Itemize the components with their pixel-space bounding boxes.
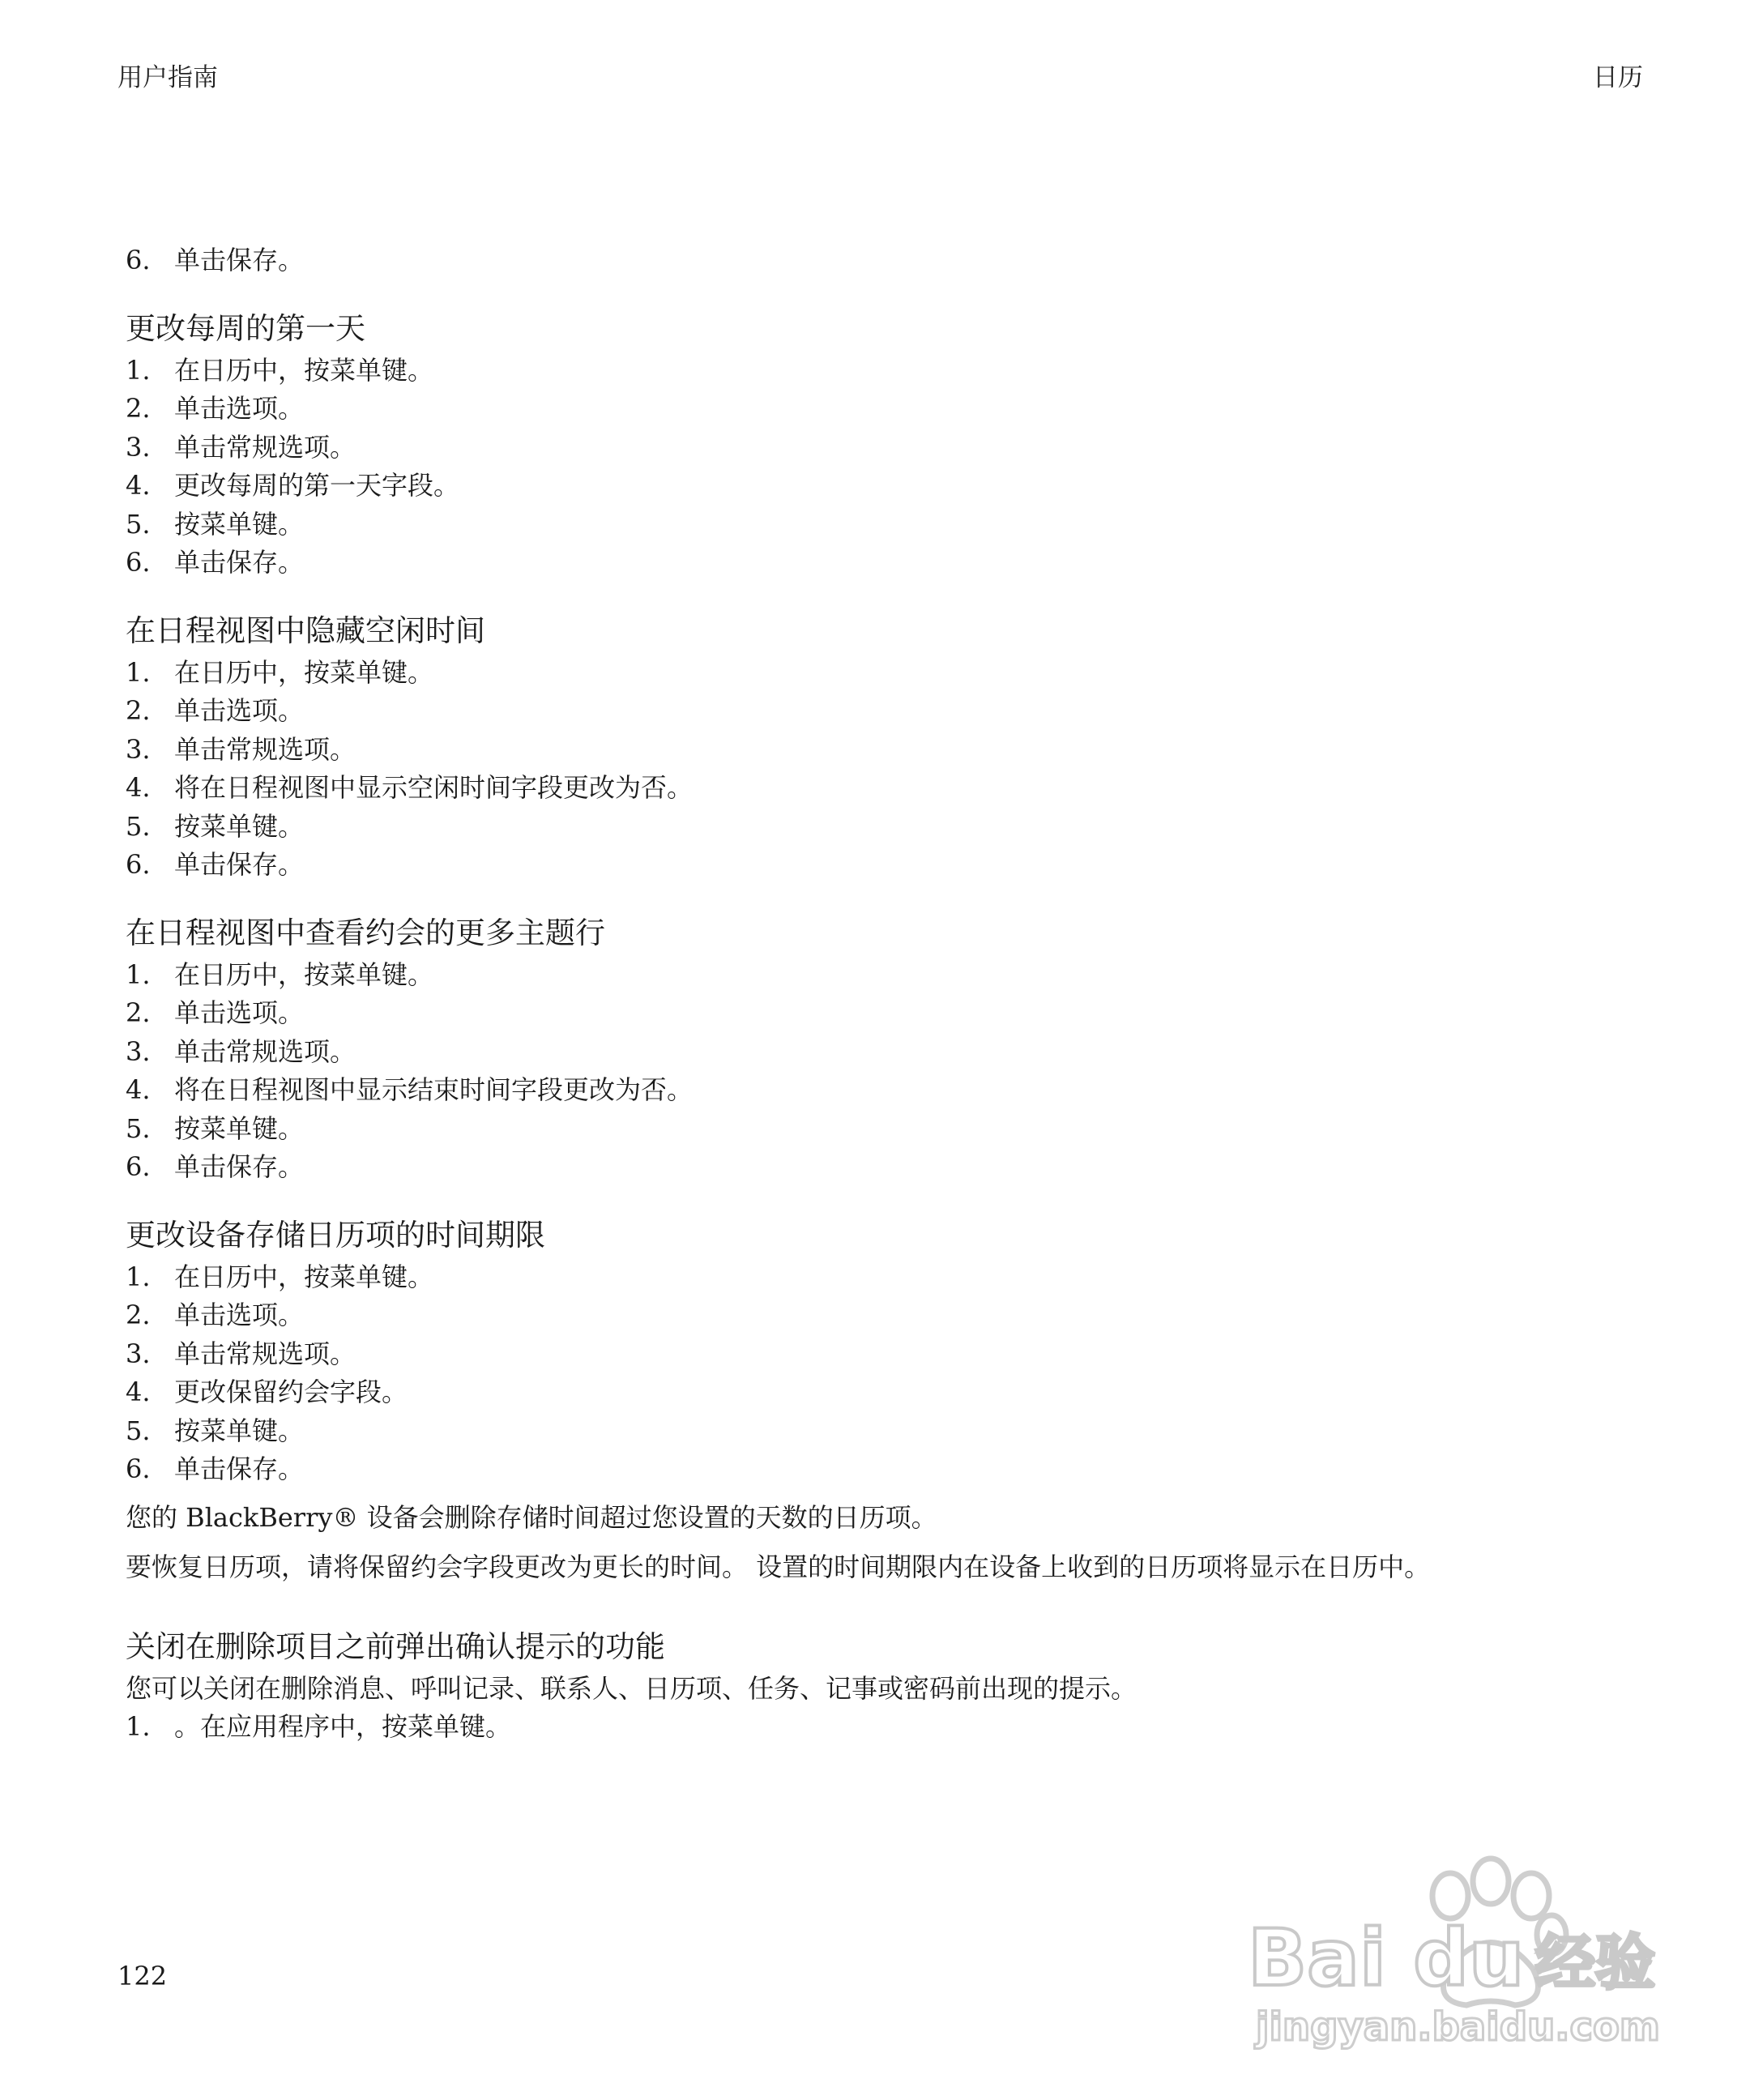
step-text: 将在日程视图中显示空闲时间字段更改为否。: [174, 772, 694, 803]
page-number: 122: [117, 1961, 168, 1991]
step-text: 。在应用程序中，按菜单键。: [174, 1711, 512, 1742]
step-text: 单击选项。: [174, 1300, 305, 1330]
step-text: 单击选项。: [174, 695, 305, 726]
step-text: 在日历中，按菜单键。: [174, 354, 434, 386]
step-number: 1.: [126, 958, 151, 990]
list-item: [126, 654, 1665, 693]
list-item: [126, 390, 1665, 429]
step-number: 2.: [126, 695, 151, 726]
step-number: 2.: [126, 1300, 151, 1330]
step-text: 单击选项。: [174, 393, 305, 424]
list-item: [126, 808, 1665, 847]
step-number: 1.: [126, 1711, 151, 1742]
step-text: 在日历中，按菜单键。: [174, 656, 434, 688]
list-item: [126, 956, 1665, 995]
list-item: [126, 1071, 1665, 1110]
step-text: 按菜单键。: [174, 508, 305, 540]
step-number: 6.: [126, 849, 151, 880]
list-item: [126, 1373, 1665, 1412]
step-text: 在日历中，按菜单键。: [174, 1261, 434, 1292]
list-item: [126, 1258, 1665, 1297]
step-number: 4.: [126, 772, 151, 803]
step-number: 5.: [126, 1415, 151, 1446]
step-number: 1.: [126, 1261, 151, 1292]
list-item: [126, 1335, 1665, 1374]
step-text: 更改每周的第一天字段。: [174, 470, 460, 501]
list-item: [126, 241, 1665, 280]
body-paragraph: 您的 BlackBerry® 设备会删除存储时间超过您设置的天数的日历项。: [126, 1501, 937, 1533]
baidu-jingyan-watermark: [1248, 1839, 1669, 2050]
step-number: 4.: [126, 1377, 151, 1407]
list-item: [126, 994, 1665, 1033]
body-paragraph: 要恢复日历项，请将保留约会字段更改为更长的时间。 设置的时间期限内在设备上收到的日历项将显示在日历中。: [126, 1552, 1431, 1582]
step-number: 3.: [126, 733, 151, 765]
list-item: [126, 1110, 1665, 1149]
step-number: 1.: [126, 354, 151, 386]
list-item: [126, 1708, 1665, 1747]
list-item: [126, 1412, 1665, 1451]
header-chapter-title: 日历: [1593, 63, 1643, 92]
list-item: [126, 544, 1665, 583]
watermark-suffix-text: 经验: [1535, 1928, 1655, 1998]
step-number: 4.: [126, 1074, 151, 1105]
section-title: 更改每周的第一天: [126, 310, 365, 346]
list-item: [126, 1033, 1665, 1072]
list-item: [126, 846, 1665, 885]
watermark-url-text: jingyan.baidu.com: [1256, 2004, 1660, 2050]
step-number: 2.: [126, 997, 151, 1028]
step-text: 按菜单键。: [174, 1112, 305, 1144]
section-title: 在日程视图中查看约会的更多主题行: [126, 915, 605, 950]
section-title: 在日程视图中隐藏空闲时间: [126, 612, 485, 648]
list-item: [126, 731, 1665, 770]
list-item: [126, 1296, 1665, 1335]
step-text: 单击选项。: [174, 997, 305, 1028]
list-item: [126, 1148, 1665, 1187]
list-item: [126, 429, 1665, 467]
page-content: [126, 241, 1665, 1747]
watermark-logo: [1248, 1839, 1669, 2050]
step-number: 3.: [126, 431, 151, 463]
step-number: 4.: [126, 470, 151, 501]
header-guide-title: 用户指南: [117, 63, 218, 92]
list-item: [126, 692, 1665, 731]
list-item: [126, 467, 1665, 506]
step-number: 5.: [126, 508, 151, 540]
list-item: [126, 506, 1665, 544]
step-text: 按菜单键。: [174, 810, 305, 842]
step-text: 单击保存。: [174, 547, 305, 578]
step-number: 5.: [126, 1112, 151, 1144]
step-text: 将在日程视图中显示结束时间字段更改为否。: [174, 1074, 694, 1105]
step-number: 6.: [126, 1453, 151, 1484]
step-text: 单击常规选项。: [174, 431, 356, 463]
section-title: 更改设备存储日历项的时间期限: [126, 1217, 545, 1253]
step-text: 单击常规选项。: [174, 1035, 356, 1067]
step-text: 更改保留约会字段。: [174, 1377, 408, 1407]
step-text: 在日历中，按菜单键。: [174, 958, 434, 990]
step-text: 单击保存。: [174, 1453, 305, 1484]
section-intro: 您可以关闭在删除消息、呼叫记录、联系人、日历项、任务、记事或密码前出现的提示。: [126, 1672, 1138, 1704]
step-text: 单击保存。: [174, 849, 305, 880]
step-text: 单击常规选项。: [174, 1338, 356, 1369]
watermark-brand-text: Bai du: [1248, 1913, 1525, 2004]
step-number: 6.: [126, 245, 151, 275]
step-text: 单击保存。: [174, 245, 305, 275]
step-number: 3.: [126, 1338, 151, 1369]
list-item: [126, 352, 1665, 391]
step-number: 5.: [126, 810, 151, 842]
step-text: 按菜单键。: [174, 1415, 305, 1446]
list-item: [126, 769, 1665, 808]
step-number: 6.: [126, 1151, 151, 1182]
step-number: 2.: [126, 393, 151, 424]
running-header: [117, 57, 1643, 97]
step-number: 1.: [126, 656, 151, 688]
step-number: 6.: [126, 547, 151, 578]
step-number: 3.: [126, 1035, 151, 1067]
step-text: 单击常规选项。: [174, 733, 356, 765]
section-title: 关闭在删除项目之前弹出确认提示的功能: [126, 1628, 665, 1664]
step-text: 单击保存。: [174, 1151, 305, 1182]
list-item: [126, 1450, 1665, 1489]
